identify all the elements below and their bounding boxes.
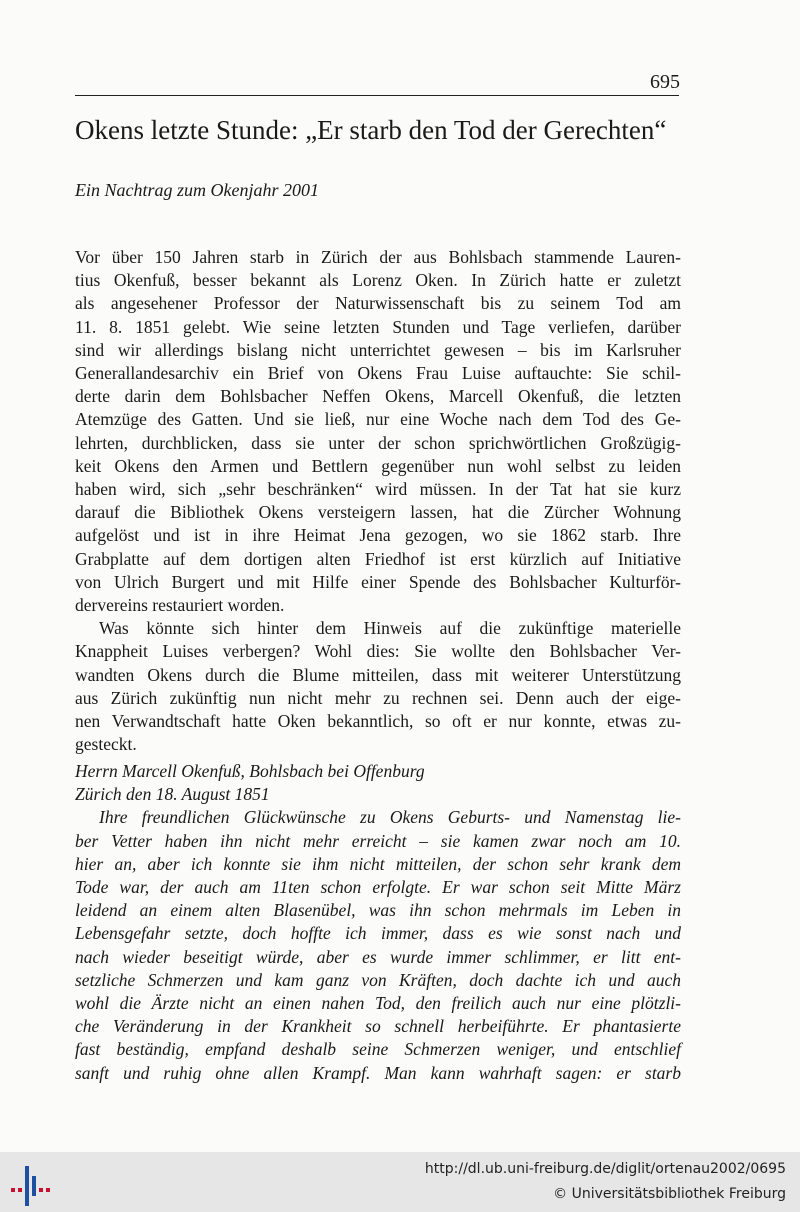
logo-bar-right-3 <box>46 1188 50 1192</box>
letter-block <box>75 760 681 1085</box>
letter-date: Zürich den 18. August 1851 <box>75 784 270 805</box>
text-line: ber Vetter haben ihn nicht mehr erreicht – sie kamen zwar noch am 10. <box>75 830 681 851</box>
text-line: sind wir allerdings bislang nicht unterrichtet gewesen – bis im Karlsruher <box>75 339 681 360</box>
text-line: 11. 8. 1851 gelebt. Wie seine letzten Stunden und Tage verliefen, darüber <box>75 316 681 337</box>
text-line: hier an, aber ich konnte sie ihm nicht mitteilen, der schon sehr krank dem <box>75 853 681 874</box>
footer-bar <box>0 1152 800 1212</box>
text-line: Lebensgefahr setzte, doch hoffte ich immer, dass es wie sonst nach und <box>75 923 681 944</box>
footer-url-link[interactable]: http://dl.ub.uni-freiburg.de/diglit/ortenau2002/0695 <box>424 1161 786 1177</box>
header-rule <box>75 95 679 96</box>
paragraph-1 <box>75 246 681 756</box>
text-line: von Ulrich Burgert und mit Hilfe einer Spende des Bohlsbacher Kulturför- <box>75 571 681 592</box>
text-line: che Veränderung in der Krankheit so schnell herbeiführte. Er phantasierte <box>75 1016 681 1037</box>
text-line: Tode war, der auch am 11ten schon erfolgte. Er war schon seit Mitte März <box>75 877 681 898</box>
text-line: leidend an einem alten Blasenübel, was ihn schon mehrmals im Leben in <box>75 900 681 921</box>
text-line: tius Okenfuß, besser bekannt als Lorenz Oken. In Zürich hatte er zuletzt <box>75 270 681 291</box>
text-line: gesteckt. <box>75 734 137 755</box>
page-number: 695 <box>650 71 680 93</box>
text-line: lehrten, durchblicken, dass sie unter der schon sprichwörtlichen Großzügig- <box>75 432 681 453</box>
logo-bar-right-2 <box>39 1188 43 1192</box>
footer-copyright: © Universitätsbibliothek Freiburg <box>553 1186 786 1202</box>
logo-bar-left-2 <box>18 1188 22 1192</box>
text-line: dervereins restauriert worden. <box>75 595 285 616</box>
text-line: Grabplatte auf dem dortigen alten Friedhof ist erst kürzlich auf Initiative <box>75 548 681 569</box>
text-line: Atemzüge des Gatten. Und sie ließ, nur eine Woche nach dem Tod des Ge- <box>75 409 681 430</box>
text-line: Vor über 150 Jahren starb in Zürich der aus Bohlsbach stammende Lauren- <box>75 247 681 267</box>
text-line: wohl die Ärzte nicht an einen nahen Tod, den freilich auch nur eine plötzli- <box>75 993 681 1014</box>
text-line: darauf die Bibliothek Okens versteigern lassen, hat die Zürcher Wohnung <box>75 502 681 523</box>
logo-bar-right <box>32 1176 36 1196</box>
text-line: wandten Okens durch die Blume mitteilen, dass mit weiterer Unterstützung <box>75 664 681 685</box>
text-line: Knappheit Luises verbergen? Wohl dies: Sie wollte den Bohlsbacher Ver- <box>75 641 681 662</box>
text-line: nen Verwandtschaft hatte Oken bekanntlich, so oft er nur konnte, etwas zu- <box>75 711 681 732</box>
page-title: Okens letzte Stunde: „Er starb den Tod der Gerechten“ <box>75 115 667 145</box>
text-line: aus Zürich zukünftig nun nicht mehr zu rechnen sei. Denn auch der eige- <box>75 687 681 708</box>
text-line: nach wieder beseitigt würde, aber es wurde immer schlimmer, er litt ent- <box>75 946 681 967</box>
text-line: setzliche Schmerzen und kam ganz von Kräften, doch dachte ich und auch <box>75 969 681 990</box>
ub-freiburg-logo-icon <box>10 1162 52 1206</box>
text-line: Generallandesarchiv ein Brief von Okens Frau Luise auftauchte: Sie schil- <box>75 363 681 384</box>
text-line: Was könnte sich hinter dem Hinweis auf die zukünftige materielle <box>99 618 681 639</box>
page-subtitle: Ein Nachtrag zum Okenjahr 2001 <box>75 180 319 200</box>
text-line: haben wird, sich „sehr beschränken“ wird müssen. In der Tat hat sie kurz <box>75 479 681 500</box>
text-line: derte darin dem Bohlsbacher Neffen Okens, Marcell Okenfuß, die letzten <box>75 386 681 407</box>
logo-bar-center <box>25 1166 29 1206</box>
logo-bar-left <box>11 1188 15 1192</box>
text-line: Ihre freundlichen Glückwünsche zu Okens Geburts- und Namenstag lie- <box>99 807 681 828</box>
text-line: aufgelöst und ist in ihre Heimat Jena gezogen, wo sie 1862 starb. Ihre <box>75 525 681 546</box>
letter-address: Herrn Marcell Okenfuß, Bohlsbach bei Offenburg <box>75 761 425 781</box>
text-line: keit Okens den Armen und Bettlern gegenüber nun wohl selbst zu leiden <box>75 455 681 476</box>
text-line: fast beständig, empfand deshalb seine Schmerzen weniger, und entschlief <box>75 1039 681 1060</box>
text-line: sanft und ruhig ohne allen Krampf. Man kann wahrhaft sagen: er starb <box>75 1062 681 1083</box>
text-line: als angesehener Professor der Naturwissenschaft bis zu seinem Tod am <box>75 293 681 314</box>
